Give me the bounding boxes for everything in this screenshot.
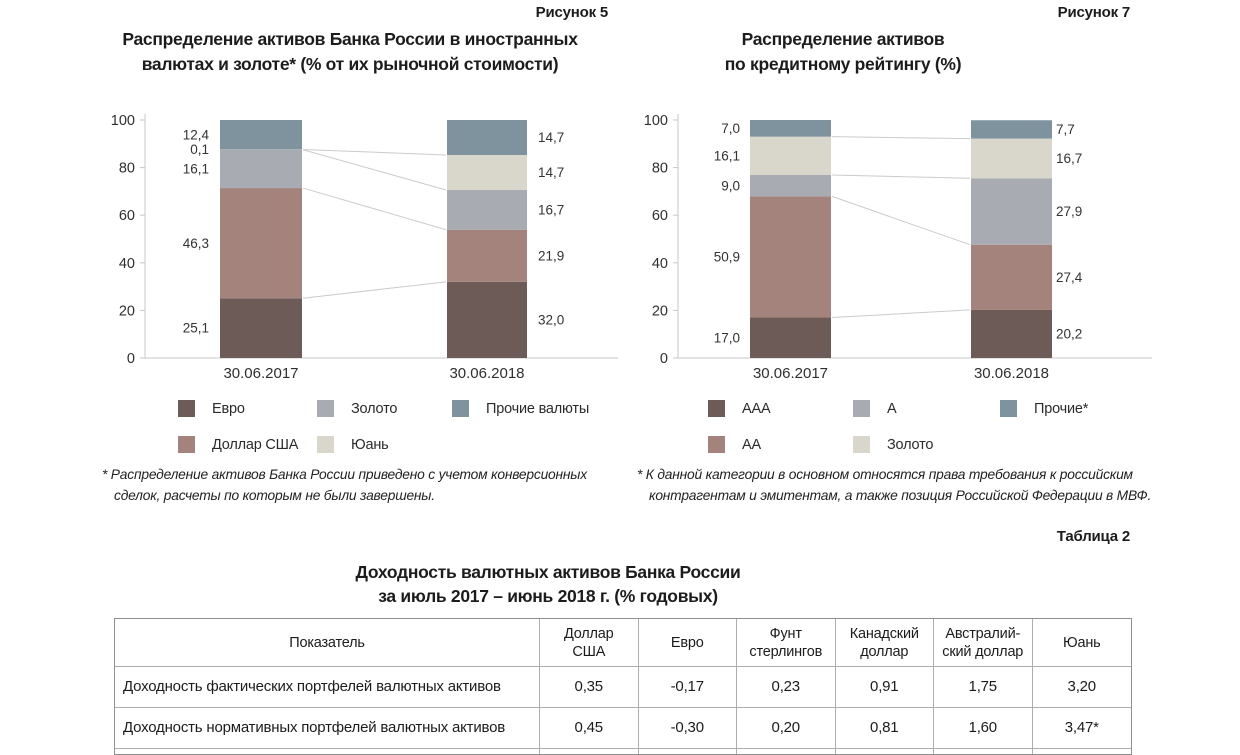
legend-item	[1000, 400, 1088, 417]
legend-item	[178, 400, 317, 417]
table-header-cell	[639, 619, 738, 667]
table-header-cell	[737, 619, 836, 667]
figure5-chart	[90, 106, 642, 401]
legend-swatch	[178, 436, 195, 453]
bar-segment-label: 14,7	[538, 130, 564, 145]
legend-swatch	[1000, 400, 1017, 417]
table-cell: 0,20	[737, 708, 836, 749]
x-category-label: 30.06.2017	[753, 365, 828, 382]
legend-label: AAA	[742, 401, 770, 417]
bar-segment	[971, 120, 1052, 138]
table-header-text: Канадский доллар	[850, 625, 919, 661]
figure7-footnote: * К данной категории в основном относятся права требования к российским контрагентам и эмитентам, а также позиция Российской Федерации в МВФ.	[637, 464, 1164, 506]
legend-swatch	[853, 400, 870, 417]
figure5-title-line2: валютах и золоте* (% от их рыночной стоимости)	[92, 52, 608, 77]
table-title	[115, 560, 981, 608]
table-cell: -0,30	[639, 708, 738, 749]
x-category-label: 30.06.2018	[449, 365, 524, 382]
y-axis-tick-label: 0	[660, 351, 668, 367]
legend-label: Золото	[351, 401, 397, 417]
figure5-footnote: * Распределение активов Банка России приведено с учетом конверсионных сделок, расчеты по которым не были завершены.	[102, 464, 626, 506]
bar-segment-label: 12,4	[183, 127, 210, 142]
table-cell: 0,45	[540, 708, 639, 749]
legend-item	[853, 400, 1000, 417]
table-cell: 0,91	[836, 667, 935, 708]
table-title-line1: Доходность валютных активов Банка России	[115, 560, 981, 584]
table-partial-row-cell	[540, 749, 639, 754]
figure7-title-line1: Распределение активов	[640, 27, 1046, 52]
legend-label: Юань	[351, 437, 388, 453]
table-cell: 1,60	[934, 708, 1033, 749]
table-header-text: Евро	[671, 634, 704, 652]
y-axis-tick-label: 100	[111, 113, 135, 129]
bar-segment	[220, 120, 302, 150]
bar-segment	[220, 150, 302, 188]
legend-label: AA	[742, 437, 761, 453]
bar-segment-label: 9,0	[721, 178, 740, 193]
figure7-title-line2: по кредитному рейтингу (%)	[640, 52, 1046, 77]
figure7-title	[640, 27, 1046, 77]
table-partial-row-cell	[1033, 749, 1132, 754]
legend-swatch	[708, 400, 725, 417]
bar-segment	[971, 310, 1052, 358]
bar-segment	[220, 298, 302, 358]
y-axis-tick-label: 100	[644, 113, 668, 129]
x-category-label: 30.06.2017	[223, 365, 298, 382]
figure7-legend	[708, 400, 1088, 453]
bar-segment-label: 16,1	[714, 148, 740, 163]
figure7-label: Рисунок 7	[640, 4, 1130, 21]
legend-label: Золото	[887, 437, 933, 453]
table2-label: Таблица 2	[640, 528, 1130, 545]
table-row-label: Доходность фактических портфелей валютных активов	[115, 667, 540, 708]
table-partial-row-cell	[934, 749, 1033, 754]
legend-item	[708, 436, 853, 453]
segment-connector-line	[832, 137, 970, 139]
y-axis-tick-label: 80	[119, 161, 135, 177]
table-title-line2: за июль 2017 – июнь 2018 г. (% годовых)	[115, 584, 981, 608]
legend-label: Евро	[212, 401, 245, 417]
table-header-text: Австралий- ский доллар	[942, 625, 1023, 661]
bar-segment	[971, 178, 1052, 244]
table-cell: 3,47*	[1033, 708, 1132, 749]
segment-connector-line	[303, 150, 446, 190]
table-cell: 0,23	[737, 667, 836, 708]
chart-plot-area	[630, 106, 1182, 401]
legend-label: Прочие*	[1034, 401, 1088, 417]
bar-segment-label: 0,1	[190, 142, 209, 157]
segment-connector-line	[303, 150, 446, 155]
bar-segment	[750, 318, 831, 358]
segment-connector-line	[832, 175, 970, 178]
bar-segment-label: 16,1	[183, 162, 209, 177]
y-axis-tick-label: 20	[119, 303, 135, 319]
y-axis-tick-label: 60	[652, 208, 668, 224]
bar-segment	[220, 188, 302, 298]
bar-segment	[447, 190, 527, 230]
table-row-label: Доходность нормативных портфелей валютных активов	[115, 708, 540, 749]
bar-segment	[971, 245, 1052, 310]
legend-item	[317, 400, 452, 417]
y-axis-tick-label: 80	[652, 161, 668, 177]
bar-segment	[750, 120, 831, 137]
legend-item	[853, 436, 1000, 453]
bar-segment-label: 16,7	[538, 202, 564, 217]
figure5-legend	[178, 400, 589, 453]
table-header-cell	[836, 619, 935, 667]
bar-segment-label: 25,1	[183, 321, 209, 336]
table-partial-row-cell	[639, 749, 738, 754]
segment-connector-line	[832, 310, 970, 318]
table-cell: 3,20	[1033, 667, 1132, 708]
figure5-label: Рисунок 5	[115, 4, 608, 21]
bar-segment	[750, 137, 831, 175]
bar-segment	[447, 230, 527, 282]
y-axis-tick-label: 40	[652, 256, 668, 272]
bar-segment	[447, 155, 527, 190]
bar-segment-label: 14,7	[538, 165, 564, 180]
table-header-text: Юань	[1063, 634, 1100, 652]
segment-connector-line	[303, 282, 446, 298]
table-header-text: Фунт стерлингов	[749, 625, 822, 661]
y-axis-tick-label: 20	[652, 303, 668, 319]
table-header-cell	[115, 619, 540, 667]
figure5-title	[92, 27, 608, 77]
legend-swatch	[853, 436, 870, 453]
table-cell: 1,75	[934, 667, 1033, 708]
table-cell: 0,35	[540, 667, 639, 708]
table-header-cell	[934, 619, 1033, 667]
legend-item	[708, 400, 853, 417]
returns-table	[114, 618, 1132, 755]
bar-segment	[750, 175, 831, 196]
legend-item	[317, 436, 452, 453]
bar-segment-label: 16,7	[1056, 151, 1082, 166]
legend-item	[452, 400, 589, 417]
bar-segment	[447, 120, 527, 155]
bar-segment-label: 17,0	[714, 330, 740, 345]
chart-plot-area	[90, 106, 642, 401]
legend-label: Прочие валюты	[486, 401, 589, 417]
y-axis-tick-label: 40	[119, 256, 135, 272]
table-header-cell	[1033, 619, 1132, 667]
bar-segment-label: 46,3	[183, 236, 209, 251]
table-cell: 0,81	[836, 708, 935, 749]
segment-connector-line	[303, 188, 446, 230]
legend-swatch	[452, 400, 469, 417]
legend-swatch	[708, 436, 725, 453]
bar-segment-label: 7,7	[1056, 122, 1075, 137]
bar-segment-label: 50,9	[714, 250, 740, 265]
bar-segment-label: 27,4	[1056, 270, 1083, 285]
table-header-text: Показатель	[289, 634, 365, 652]
y-axis-tick-label: 0	[127, 351, 135, 367]
bar-segment-label: 32,0	[538, 313, 564, 328]
legend-label: Доллар США	[212, 437, 298, 453]
bar-segment-label: 20,2	[1056, 327, 1082, 342]
bar-segment-label: 21,9	[538, 248, 564, 263]
bar-segment-label: 7,0	[721, 121, 740, 136]
table-partial-row-cell	[115, 749, 540, 754]
x-category-label: 30.06.2018	[974, 365, 1049, 382]
bar-segment-label: 27,9	[1056, 204, 1082, 219]
legend-item	[178, 436, 317, 453]
table-header-cell	[540, 619, 639, 667]
legend-label: A	[887, 401, 896, 417]
table-partial-row-cell	[836, 749, 935, 754]
table-header-text: Доллар США	[564, 625, 614, 661]
legend-swatch	[178, 400, 195, 417]
figure5-title-line1: Распределение активов Банка России в иностранных	[92, 27, 608, 52]
bar-segment	[971, 139, 1052, 179]
table-partial-row-cell	[737, 749, 836, 754]
segment-connector-line	[832, 196, 970, 244]
legend-swatch	[317, 436, 334, 453]
bar-segment	[447, 282, 527, 358]
table-cell: -0,17	[639, 667, 738, 708]
bar-segment	[750, 196, 831, 317]
legend-swatch	[317, 400, 334, 417]
y-axis-tick-label: 60	[119, 208, 135, 224]
figure7-chart	[630, 106, 1182, 401]
